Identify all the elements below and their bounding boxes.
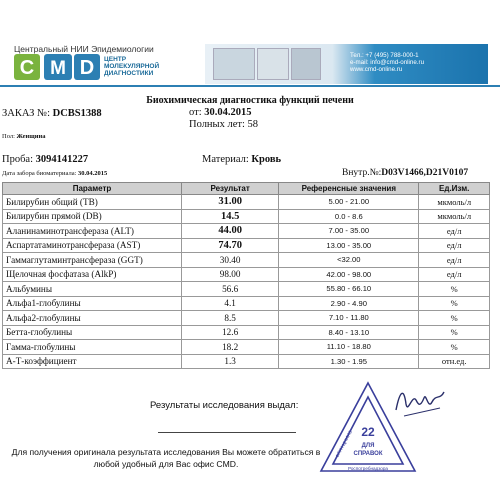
unit-cell: % <box>419 311 490 326</box>
result-cell: 4.1 <box>182 296 279 311</box>
unit-cell: ед/л <box>419 238 490 253</box>
order-date: от: 30.04.2015 <box>189 107 252 118</box>
param-cell: Гамма-глобулины <box>3 340 182 355</box>
table-row <box>3 311 490 326</box>
table-row <box>3 267 490 282</box>
col-header: Результат <box>182 183 279 195</box>
reference-cell: 13.00 - 35.00 <box>279 238 419 253</box>
unit-cell: отн.ед. <box>419 354 490 369</box>
table-row <box>3 354 490 369</box>
unit-cell: мкмоль/л <box>419 209 490 224</box>
org-name: Центральный НИИ Эпидемиологии <box>14 44 154 54</box>
unit-cell: % <box>419 325 490 340</box>
approval-label: Результаты исследования выдал: <box>150 400 299 411</box>
results-table <box>2 182 490 369</box>
stamp-number: 22 <box>361 425 375 439</box>
header-divider <box>0 85 500 87</box>
result-cell: 1.3 <box>182 354 279 369</box>
result-cell: 30.40 <box>182 253 279 268</box>
result-cell: 18.2 <box>182 340 279 355</box>
table-row <box>3 195 490 210</box>
param-cell: Билирубин прямой (DB) <box>3 209 182 224</box>
lab-equipment-image <box>213 48 255 80</box>
header-banner <box>205 44 488 84</box>
result-cell: 74.70 <box>182 238 279 253</box>
material: Материал: Кровь <box>202 154 282 165</box>
signature-line <box>158 432 296 433</box>
table-row <box>3 340 490 355</box>
svg-text:D: D <box>79 57 95 79</box>
col-header: Референсные значения <box>279 183 419 195</box>
unit-cell: ед/л <box>419 267 490 282</box>
param-cell: А-Т-коэффициент <box>3 354 182 369</box>
collection-date: Дата забора биоматериала: 30.04.2015 <box>2 170 108 177</box>
svg-text:M: M <box>50 58 66 79</box>
stamp-line2: СПРАВОК <box>353 451 383 457</box>
param-cell: Аспартатаминотрансфераза (AST) <box>3 238 182 253</box>
internal-number: Внутр.№:D03V1466,D21V0107 <box>342 168 469 178</box>
param-cell: Билирубин общий (ТВ) <box>3 195 182 210</box>
col-header: Ед.Изм. <box>419 183 490 195</box>
reference-cell: 5.00 - 21.00 <box>279 195 419 210</box>
table-header-row <box>3 183 490 195</box>
report-title: Биохимическая диагностика функций печени <box>146 95 354 106</box>
patient-age: Полных лет: 58 <box>189 119 259 130</box>
unit-cell: % <box>419 296 490 311</box>
result-cell: 12.6 <box>182 325 279 340</box>
result-cell: 14.5 <box>182 209 279 224</box>
unit-cell: % <box>419 340 490 355</box>
unit-cell: мкмоль/л <box>419 195 490 210</box>
param-cell: Альфа2-глобулины <box>3 311 182 326</box>
signature <box>390 380 450 420</box>
unit-cell: % <box>419 282 490 297</box>
cmd-logo <box>14 54 102 80</box>
reference-cell: 2.90 - 4.90 <box>279 296 419 311</box>
reference-cell: <32.00 <box>279 253 419 268</box>
contacts: Тел.: +7 (495) 788-000-1 e-mail: info@cmd-online.ru www.cmd-online.ru <box>350 52 425 73</box>
order-number: ЗАКАЗ №: DCBS1388 <box>2 108 102 119</box>
svg-text:C: C <box>19 57 35 79</box>
table-row <box>3 253 490 268</box>
unit-cell: ед/л <box>419 224 490 239</box>
reference-cell: 8.40 - 13.10 <box>279 325 419 340</box>
table-row <box>3 282 490 297</box>
table-row <box>3 325 490 340</box>
logo-subtitle: ЦЕНТР МОЛЕКУЛЯРНОЙ ДИАГНОСТИКИ <box>104 56 160 78</box>
stamp-line1: ДЛЯ <box>361 443 375 449</box>
lab-equipment-image <box>257 48 289 80</box>
result-cell: 56.6 <box>182 282 279 297</box>
param-cell: Гаммаглутаминтрансфераза (GGT) <box>3 253 182 268</box>
table-row <box>3 209 490 224</box>
patient-sex: Пол: Женщина <box>2 133 46 140</box>
reference-cell: 7.10 - 11.80 <box>279 311 419 326</box>
param-cell: Аланинаминотрансфераза (ALT) <box>3 224 182 239</box>
table-row <box>3 224 490 239</box>
reference-cell: 42.00 - 98.00 <box>279 267 419 282</box>
stamp-bottom: Роспотребнадзора <box>348 466 388 471</box>
result-cell: 44.00 <box>182 224 279 239</box>
sample-number: Проба: 3094141227 <box>2 154 89 165</box>
reference-cell: 11.10 - 18.80 <box>279 340 419 355</box>
param-cell: Бетта-глобулины <box>3 325 182 340</box>
unit-cell: ед/л <box>419 253 490 268</box>
table-row <box>3 238 490 253</box>
result-cell: 8.5 <box>182 311 279 326</box>
reference-cell: 55.80 - 66.10 <box>279 282 419 297</box>
result-cell: 98.00 <box>182 267 279 282</box>
reference-cell: 1.30 - 1.95 <box>279 354 419 369</box>
reference-cell: 0.0 - 8.6 <box>279 209 419 224</box>
param-cell: Альфа1-глобулины <box>3 296 182 311</box>
param-cell: Альбумины <box>3 282 182 297</box>
col-header: Параметр <box>3 183 182 195</box>
param-cell: Щелочная фосфатаза (AlkP) <box>3 267 182 282</box>
footer-note: Для получения оригинала результата исследования Вы можете обратиться в любой удобный для Вас офис CMD. <box>11 447 321 469</box>
lab-equipment-image <box>291 48 321 80</box>
stamp-left: ФГУН ЦНИИЭ <box>334 429 354 459</box>
result-cell: 31.00 <box>182 195 279 210</box>
table-row <box>3 296 490 311</box>
reference-cell: 7.00 - 35.00 <box>279 224 419 239</box>
